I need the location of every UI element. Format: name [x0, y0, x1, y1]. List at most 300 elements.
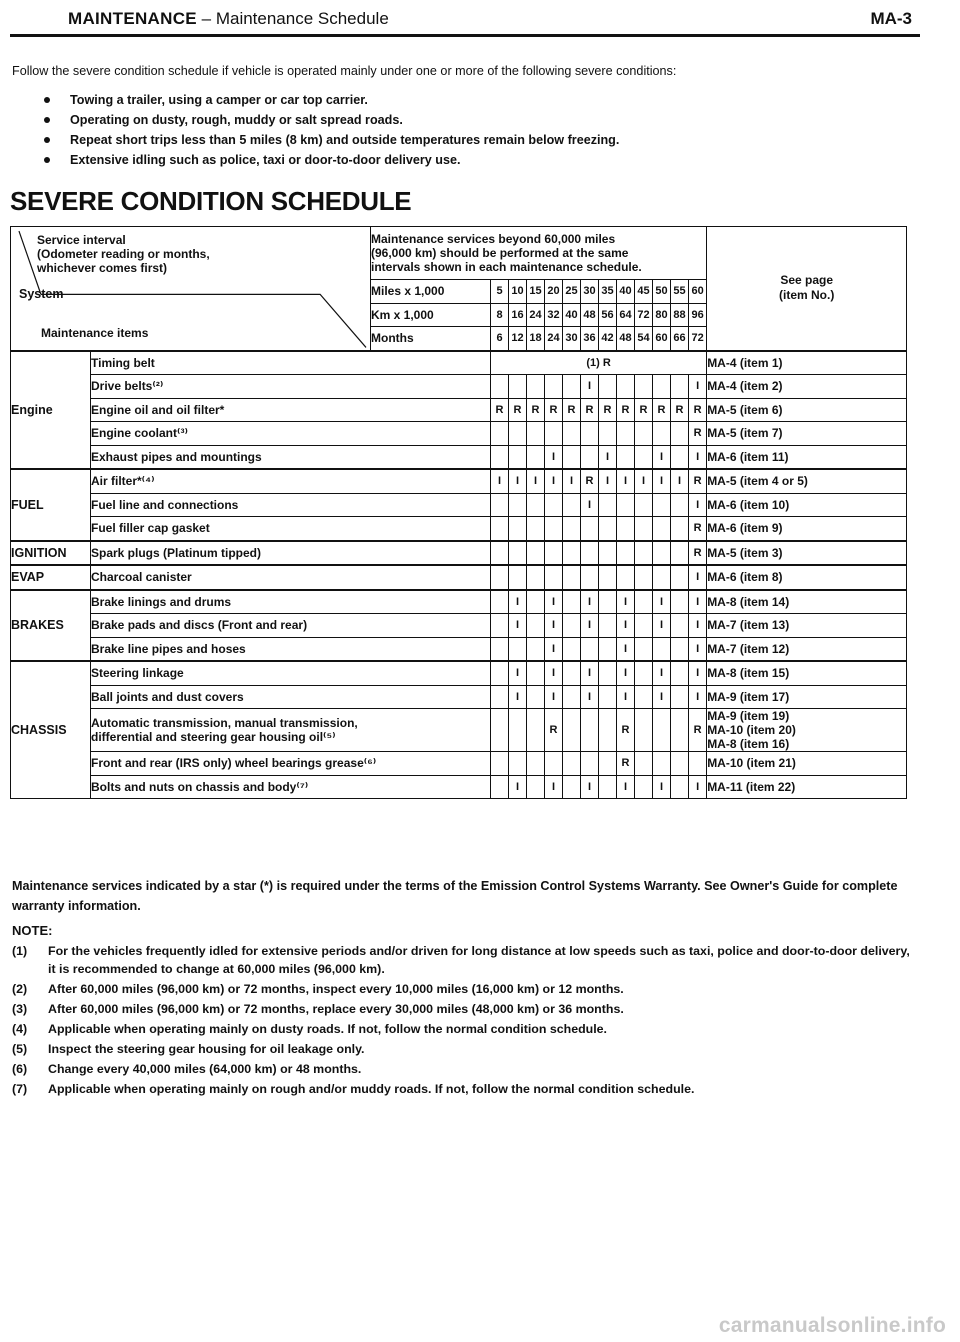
km-row-value: 16: [509, 303, 527, 327]
warranty-note: Maintenance services indicated by a star (*) is required under the terms of the Emission Control Systems Warranty. See Owner's Guide for complete warranty information.: [12, 879, 898, 913]
miles-row-value: 25: [563, 280, 581, 304]
interval-cell: [635, 590, 653, 614]
miles-row-value: 50: [653, 280, 671, 304]
interval-cell: [527, 637, 545, 661]
maintenance-item: Brake pads and discs (Front and rear): [91, 614, 491, 638]
interval-cell: R: [617, 752, 635, 776]
interval-cell: [509, 637, 527, 661]
interval-cell: I: [689, 685, 707, 709]
interval-cell: [671, 775, 689, 799]
note-text: For the vehicles frequently idled for extensive periods and/or driven for long distance at low speeds such as taxi, police and door-to-door delivery, it is recommended to change at 60,000 miles (96,000 km).: [48, 944, 910, 976]
interval-cell: [653, 637, 671, 661]
interval-cell: I: [689, 375, 707, 399]
interval-cell: [563, 685, 581, 709]
note-text: After 60,000 miles (96,000 km) or 72 months, replace every 30,000 miles (48,000 km) or 36 months.: [48, 1002, 624, 1016]
interval-cell: [545, 517, 563, 541]
interval-cell: [581, 752, 599, 776]
interval-cell: [599, 685, 617, 709]
interval-cell: [635, 445, 653, 469]
months-row-value: 72: [689, 327, 707, 351]
interval-cell: I: [581, 375, 599, 399]
interval-cell: I: [671, 469, 689, 493]
interval-cell: [635, 637, 653, 661]
interval-cell: [635, 375, 653, 399]
interval-cell: [509, 517, 527, 541]
months-row-value: 12: [509, 327, 527, 351]
service-interval-line: Service interval: [37, 233, 126, 247]
note-item: [12, 942, 912, 978]
interval-cell: I: [617, 469, 635, 493]
interval-cell: I: [581, 493, 599, 517]
interval-cell: I: [581, 614, 599, 638]
interval-cell: I: [689, 775, 707, 799]
page-reference: [707, 709, 907, 752]
note-text: After 60,000 miles (96,000 km) or 72 months, inspect every 10,000 miles (16,000 km) or 12 months.: [48, 982, 624, 996]
months-row-value: 66: [671, 327, 689, 351]
interval-cell: [599, 637, 617, 661]
interval-cell: [545, 565, 563, 590]
page-reference: MA-8 (item 15): [707, 661, 907, 685]
interval-cell: [563, 517, 581, 541]
condition-item: Extensive idling such as police, taxi or door-to-door delivery use.: [44, 150, 619, 170]
beyond-60000-header: [371, 227, 707, 280]
note-item: [12, 1020, 912, 1038]
interval-cell: [563, 752, 581, 776]
interval-cell: [617, 517, 635, 541]
interval-cell: I: [599, 445, 617, 469]
note-text: Applicable when operating mainly on dusty roads. If not, follow the normal condition schedule.: [48, 1022, 608, 1036]
miles-row-value: 60: [689, 280, 707, 304]
page-reference: MA-4 (item 2): [707, 375, 907, 399]
interval-cell: [491, 375, 509, 399]
interval-cell: [671, 517, 689, 541]
interval-cell: [653, 422, 671, 446]
bullet-icon: [44, 117, 50, 123]
interval-cell: [491, 661, 509, 685]
km-row-value: 80: [653, 303, 671, 327]
item-line: Automatic transmission, manual transmission,: [91, 716, 358, 730]
beyond-line: Maintenance services beyond 60,000 miles: [371, 232, 616, 246]
table-row: [11, 775, 907, 799]
km-row-value: 56: [599, 303, 617, 327]
table-row: [11, 614, 907, 638]
interval-cell: I: [653, 445, 671, 469]
interval-cell: R: [509, 398, 527, 422]
interval-cell: I: [509, 661, 527, 685]
interval-cell: [599, 517, 617, 541]
interval-cell: [635, 493, 653, 517]
ref-line: MA-9 (item 19): [707, 709, 790, 723]
interval-cell: I: [491, 469, 509, 493]
km-row-value: 64: [617, 303, 635, 327]
table-row: [11, 422, 907, 446]
interval-cell: [563, 637, 581, 661]
interval-cell: I: [599, 469, 617, 493]
interval-cell: [527, 709, 545, 752]
note-text: Inspect the steering gear housing for oil leakage only.: [48, 1042, 365, 1056]
months-row-value: 42: [599, 327, 617, 351]
interval-cell: I: [689, 637, 707, 661]
table-row: [11, 590, 907, 614]
interval-cell: [563, 445, 581, 469]
interval-cell: [509, 752, 527, 776]
interval-cell: R: [689, 541, 707, 566]
interval-cell: I: [617, 637, 635, 661]
interval-cell: [509, 375, 527, 399]
page-header: [10, 6, 920, 37]
service-interval-line: whichever comes first): [37, 261, 168, 275]
note-number: (7): [12, 1082, 28, 1096]
interval-cell: I: [545, 775, 563, 799]
table-row: [11, 445, 907, 469]
interval-cell: [653, 709, 671, 752]
page-reference: MA-4 (item 1): [707, 351, 907, 375]
interval-cell: I: [635, 469, 653, 493]
page-reference: MA-10 (item 21): [707, 752, 907, 776]
maintenance-item: Brake line pipes and hoses: [91, 637, 491, 661]
km-row-value: 8: [491, 303, 509, 327]
interval-cell: I: [545, 590, 563, 614]
table-row: [11, 541, 907, 566]
miles-row-value: 45: [635, 280, 653, 304]
beyond-line: (96,000 km) should be performed at the same: [371, 246, 629, 260]
note-text: Change every 40,000 miles (64,000 km) or 48 months.: [48, 1062, 362, 1076]
see-page-header: [707, 227, 907, 351]
interval-cell: [671, 493, 689, 517]
maintenance-item: Exhaust pipes and mountings: [91, 445, 491, 469]
interval-cell: [671, 614, 689, 638]
interval-cell: I: [617, 614, 635, 638]
interval-cell: R: [689, 469, 707, 493]
table-row: [11, 661, 907, 685]
interval-cell: [509, 709, 527, 752]
interval-cell: I: [653, 661, 671, 685]
item-line: differential and steering gear housing oil⁽⁵⁾: [91, 730, 336, 744]
interval-cell: [527, 565, 545, 590]
interval-cell: [545, 375, 563, 399]
interval-cell: [599, 752, 617, 776]
bullet-icon: [44, 97, 50, 103]
see-page-line: (item No.): [779, 288, 835, 303]
interval-cell: I: [617, 661, 635, 685]
interval-cell: [491, 493, 509, 517]
interval-cell: [491, 752, 509, 776]
interval-cell: [599, 493, 617, 517]
table-row: [11, 752, 907, 776]
note-number: (4): [12, 1022, 28, 1036]
interval-cell: [653, 517, 671, 541]
interval-cell: [491, 565, 509, 590]
interval-cell: R: [689, 398, 707, 422]
interval-cell: I: [689, 614, 707, 638]
interval-cell: R: [581, 398, 599, 422]
page-reference: MA-11 (item 22): [707, 775, 907, 799]
page-reference: MA-7 (item 13): [707, 614, 907, 638]
interval-cell: I: [689, 445, 707, 469]
interval-cell: [491, 541, 509, 566]
interval-cell: I: [689, 493, 707, 517]
interval-cell: [581, 541, 599, 566]
interval-cell: [617, 445, 635, 469]
interval-cell: [635, 685, 653, 709]
interval-cell: [671, 375, 689, 399]
interval-cell: [635, 614, 653, 638]
header-section: MAINTENANCE: [68, 9, 197, 28]
ref-line: MA-8 (item 16): [707, 737, 790, 751]
interval-cell: [581, 422, 599, 446]
service-interval-line: (Odometer reading or months,: [37, 247, 210, 261]
interval-cell: [653, 752, 671, 776]
bullet-icon: [44, 157, 50, 163]
interval-cell: [491, 637, 509, 661]
interval-cell: [509, 422, 527, 446]
interval-cell: [509, 541, 527, 566]
interval-cell: [617, 565, 635, 590]
interval-cell: [527, 614, 545, 638]
interval-cell: [527, 752, 545, 776]
interval-cell: [653, 565, 671, 590]
interval-cell: [689, 752, 707, 776]
note-item: [12, 980, 912, 998]
table-row: [11, 493, 907, 517]
system-cell: IGNITION: [11, 541, 91, 566]
interval-cell: [563, 590, 581, 614]
maintenance-item: Ball joints and dust covers: [91, 685, 491, 709]
interval-cell: [491, 590, 509, 614]
page-reference: MA-5 (item 7): [707, 422, 907, 446]
interval-cell: [617, 422, 635, 446]
interval-cell: I: [617, 775, 635, 799]
page-number: MA-3: [870, 9, 912, 28]
maintenance-item: [91, 709, 491, 752]
months-row-value: 36: [581, 327, 599, 351]
system-cell: FUEL: [11, 469, 91, 541]
km-row-value: 40: [563, 303, 581, 327]
interval-cell: [671, 661, 689, 685]
months-row-value: 18: [527, 327, 545, 351]
note-text: Applicable when operating mainly on rough and/or muddy roads. If not, follow the normal condition schedule.: [48, 1082, 695, 1096]
interval-cell: [671, 565, 689, 590]
intro-text: Follow the severe condition schedule if vehicle is operated mainly under one or more of the following severe conditions:: [12, 64, 677, 78]
table-row: [11, 351, 907, 375]
page-reference: MA-6 (item 11): [707, 445, 907, 469]
interval-cell: [527, 541, 545, 566]
table-row: [11, 565, 907, 590]
interval-cell: [563, 422, 581, 446]
interval-cell: [635, 709, 653, 752]
see-page-line: See page: [780, 273, 834, 288]
interval-cell: I: [617, 590, 635, 614]
maintenance-item: Drive belts⁽²⁾: [91, 375, 491, 399]
severe-condition-schedule-table: [10, 226, 907, 799]
page-reference: MA-9 (item 17): [707, 685, 907, 709]
interval-cell: I: [581, 685, 599, 709]
interval-cell: [509, 493, 527, 517]
interval-cell: R: [617, 398, 635, 422]
table-row: [11, 685, 907, 709]
interval-header-cell: [11, 227, 371, 351]
interval-cell: [653, 541, 671, 566]
maintenance-item: Bolts and nuts on chassis and body⁽⁷⁾: [91, 775, 491, 799]
interval-cell: R: [653, 398, 671, 422]
interval-cell: [509, 445, 527, 469]
interval-cell: [671, 637, 689, 661]
interval-cell: [491, 445, 509, 469]
interval-cell: [617, 493, 635, 517]
months-row-value: 30: [563, 327, 581, 351]
interval-cell: [635, 661, 653, 685]
interval-cell: I: [653, 614, 671, 638]
interval-cell: [671, 685, 689, 709]
interval-cell: [509, 565, 527, 590]
note-item: [12, 1040, 912, 1058]
interval-cell: I: [581, 661, 599, 685]
interval-cell: I: [689, 661, 707, 685]
interval-span-cell: (1) R: [491, 351, 707, 375]
interval-cell: I: [545, 445, 563, 469]
note-item: [12, 1060, 912, 1078]
bullet-icon: [44, 137, 50, 143]
interval-cell: [527, 685, 545, 709]
months-row-label: Months: [371, 327, 491, 351]
condition-item: Repeat short trips less than 5 miles (8 km) and outside temperatures remain below freezing.: [44, 130, 619, 150]
notes-list: [12, 942, 912, 1100]
miles-row-value: 30: [581, 280, 599, 304]
interval-cell: I: [653, 469, 671, 493]
system-cell: BRAKES: [11, 590, 91, 662]
interval-cell: I: [509, 775, 527, 799]
table-row: [11, 469, 907, 493]
note-number: (3): [12, 1002, 28, 1016]
interval-cell: [527, 590, 545, 614]
interval-cell: [635, 422, 653, 446]
interval-cell: I: [527, 469, 545, 493]
section-title: SEVERE CONDITION SCHEDULE: [10, 186, 412, 216]
interval-cell: [653, 375, 671, 399]
table-row: [11, 398, 907, 422]
miles-row-value: 55: [671, 280, 689, 304]
miles-row-value: 5: [491, 280, 509, 304]
maintenance-item: Charcoal canister: [91, 565, 491, 590]
miles-row-value: 20: [545, 280, 563, 304]
header-title: [68, 9, 389, 29]
interval-cell: [599, 661, 617, 685]
page-reference: MA-8 (item 14): [707, 590, 907, 614]
page-reference: MA-5 (item 6): [707, 398, 907, 422]
interval-cell: [617, 541, 635, 566]
header-subtitle: – Maintenance Schedule: [196, 9, 389, 28]
watermark: carmanualsonline.info: [718, 1314, 946, 1337]
interval-cell: [635, 775, 653, 799]
system-header-label: System: [19, 287, 64, 301]
ref-line: MA-10 (item 20): [707, 723, 796, 737]
interval-cell: [527, 422, 545, 446]
interval-cell: I: [581, 590, 599, 614]
months-row-value: 24: [545, 327, 563, 351]
interval-cell: [563, 775, 581, 799]
interval-cell: [491, 685, 509, 709]
interval-cell: I: [563, 469, 581, 493]
interval-cell: [653, 493, 671, 517]
months-row-value: 54: [635, 327, 653, 351]
beyond-line: intervals shown in each maintenance schedule.: [371, 260, 642, 274]
service-interval-label: [37, 233, 210, 275]
maintenance-item: Steering linkage: [91, 661, 491, 685]
maintenance-items-label: Maintenance items: [41, 325, 149, 340]
interval-cell: [527, 375, 545, 399]
interval-cell: [617, 375, 635, 399]
page-reference: MA-5 (item 4 or 5): [707, 469, 907, 493]
miles-row-value: 35: [599, 280, 617, 304]
interval-cell: [491, 517, 509, 541]
interval-cell: [635, 541, 653, 566]
interval-cell: R: [545, 709, 563, 752]
km-row-label: Km x 1,000: [371, 303, 491, 327]
interval-cell: R: [689, 709, 707, 752]
interval-cell: [491, 709, 509, 752]
note-number: (6): [12, 1062, 28, 1076]
months-row-value: 6: [491, 327, 509, 351]
condition-item: Towing a trailer, using a camper or car top carrier.: [44, 90, 619, 110]
months-row-value: 48: [617, 327, 635, 351]
interval-cell: [599, 709, 617, 752]
km-row-value: 48: [581, 303, 599, 327]
miles-row-label: Miles x 1,000: [371, 280, 491, 304]
interval-cell: [527, 661, 545, 685]
maintenance-item: Air filter*⁽⁴⁾: [91, 469, 491, 493]
interval-cell: [671, 752, 689, 776]
interval-cell: [599, 775, 617, 799]
interval-cell: [563, 565, 581, 590]
interval-cell: [599, 590, 617, 614]
table-row: [11, 637, 907, 661]
interval-cell: [563, 709, 581, 752]
interval-cell: [581, 709, 599, 752]
interval-cell: I: [509, 469, 527, 493]
table-row: [11, 375, 907, 399]
interval-cell: [635, 752, 653, 776]
note-item: [12, 1080, 912, 1098]
interval-cell: R: [563, 398, 581, 422]
page-reference: MA-6 (item 10): [707, 493, 907, 517]
interval-cell: [527, 517, 545, 541]
interval-cell: [581, 517, 599, 541]
interval-cell: [599, 614, 617, 638]
interval-cell: [491, 775, 509, 799]
maintenance-item: Engine coolant⁽³⁾: [91, 422, 491, 446]
maintenance-item: Front and rear (IRS only) wheel bearings grease⁽⁶⁾: [91, 752, 491, 776]
interval-cell: [545, 541, 563, 566]
interval-cell: I: [581, 775, 599, 799]
interval-cell: [527, 493, 545, 517]
interval-cell: [671, 541, 689, 566]
km-row-value: 96: [689, 303, 707, 327]
interval-cell: R: [671, 398, 689, 422]
interval-cell: R: [527, 398, 545, 422]
interval-cell: [545, 752, 563, 776]
interval-cell: [545, 493, 563, 517]
interval-cell: I: [509, 590, 527, 614]
note-heading: NOTE:: [12, 923, 53, 938]
interval-cell: [635, 565, 653, 590]
interval-cell: I: [545, 614, 563, 638]
interval-cell: R: [617, 709, 635, 752]
interval-cell: I: [617, 685, 635, 709]
interval-cell: [563, 541, 581, 566]
interval-cell: I: [689, 565, 707, 590]
interval-cell: I: [653, 590, 671, 614]
maintenance-item: Brake linings and drums: [91, 590, 491, 614]
